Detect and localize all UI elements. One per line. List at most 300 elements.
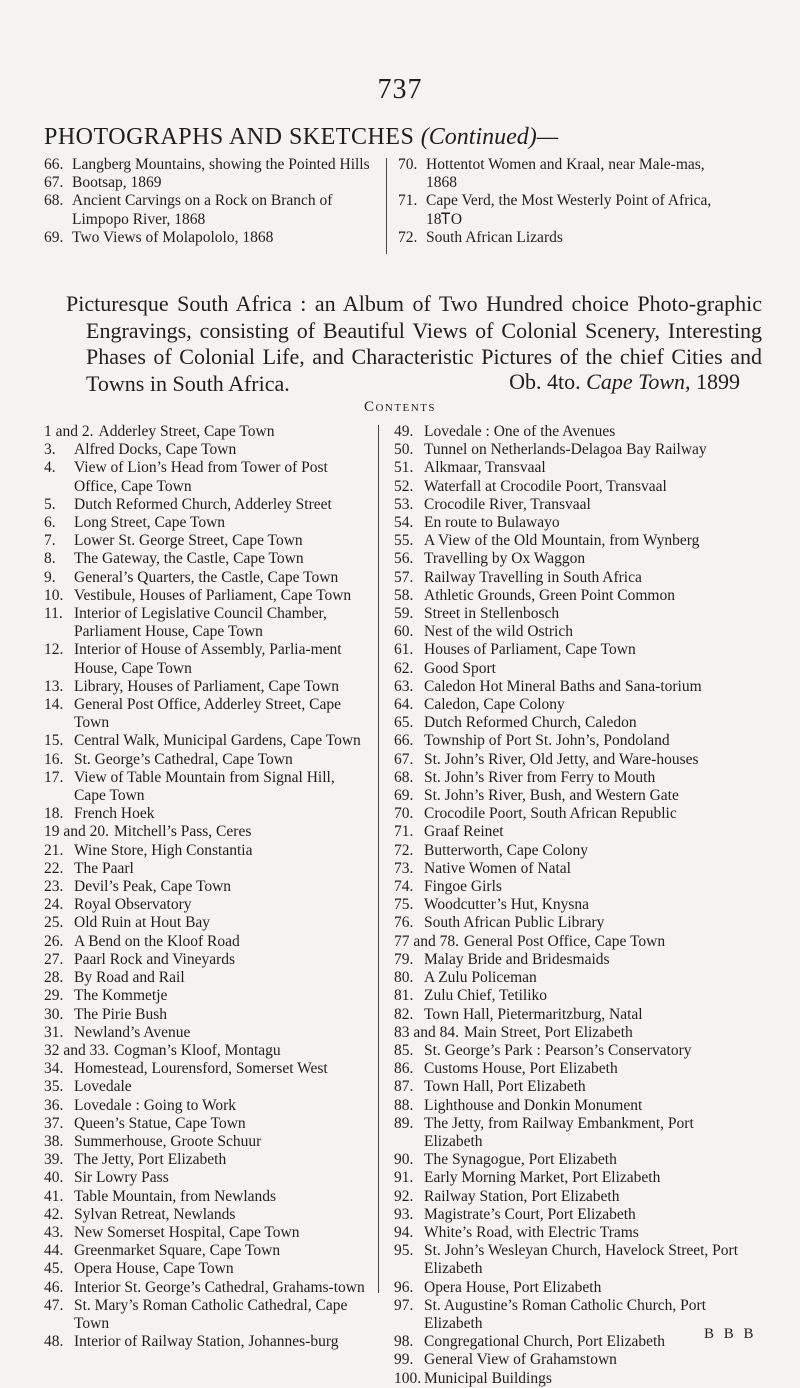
item-number: 45. — [44, 1260, 64, 1278]
list-item — [44, 192, 374, 228]
list-item — [44, 1078, 366, 1096]
list-item — [394, 1333, 748, 1351]
item-number: 15. — [44, 732, 64, 750]
list-item — [394, 805, 748, 823]
list-item — [44, 1260, 366, 1278]
list-item — [44, 423, 366, 441]
item-text: St. Mary’s Roman Catholic Cathedral, Cape Town — [74, 1296, 348, 1332]
item-number: 34. — [44, 1060, 64, 1078]
item-text: Devil’s Peak, Cape Town — [74, 878, 232, 896]
section-continued: (Continued)— — [420, 124, 559, 150]
list-item — [394, 532, 748, 550]
list-item — [394, 678, 748, 696]
item-text: Travelling by Ox Waggon — [424, 550, 586, 568]
item-number: 29. — [44, 987, 64, 1005]
list-item — [44, 823, 366, 841]
list-item — [394, 423, 748, 441]
item-number: 44. — [44, 1242, 64, 1260]
list-item — [394, 1224, 748, 1242]
item-text: Mitchell’s Pass, Ceres — [114, 823, 252, 841]
list-item — [394, 751, 748, 769]
item-text: Sylvan Retreat, Newlands — [74, 1205, 236, 1223]
list-item — [394, 787, 748, 805]
item-number: 92. — [394, 1187, 414, 1205]
item-text: St. John’s Wesleyan Church, Havelock Street, Port Elizabeth — [424, 1242, 739, 1278]
item-number: 73. — [394, 859, 414, 877]
item-number: 3. — [44, 441, 56, 459]
item-text: Good Sport — [424, 659, 496, 677]
item-text: General Post Office, Cape Town — [464, 932, 666, 950]
item-text: Zulu Chief, Tetiliko — [424, 987, 548, 1005]
item-number: 58. — [394, 586, 414, 604]
list-item — [44, 1333, 366, 1351]
item-number: 21. — [44, 841, 64, 859]
contents-right-column — [394, 423, 748, 1388]
publication-line — [360, 369, 740, 395]
item-number: 64. — [394, 696, 414, 714]
item-number: 76. — [394, 914, 414, 932]
list-item — [44, 1042, 366, 1060]
list-item — [44, 1060, 366, 1078]
item-number: 81. — [394, 987, 414, 1005]
item-number: 28. — [44, 969, 64, 987]
item-number: 6. — [44, 514, 56, 532]
list-item — [44, 1188, 366, 1206]
item-number: 95. — [394, 1242, 414, 1260]
list-item — [394, 933, 748, 951]
item-text: The Kommetje — [74, 987, 168, 1005]
item-text: View of Lion’s Head from Tower of Post Office, Cape Town — [74, 459, 328, 495]
list-item — [44, 532, 366, 550]
item-number: 47. — [44, 1296, 64, 1314]
list-item — [394, 550, 748, 568]
list-item — [394, 1169, 748, 1187]
item-text: Interior of Legislative Council Chamber, Parliament House, Cape Town — [74, 605, 327, 641]
list-item — [394, 1151, 748, 1169]
list-item — [394, 623, 748, 641]
item-text: General View of Grahamstown — [424, 1351, 617, 1369]
list-item — [44, 678, 366, 696]
list-item — [394, 1351, 748, 1369]
item-number: 87. — [394, 1078, 414, 1096]
item-text: Queen’s Statue, Cape Town — [74, 1114, 246, 1132]
item-text: The Jetty, from Railway Embankment, Port Elizabeth — [424, 1114, 694, 1150]
signature-mark: B B B — [704, 1326, 757, 1342]
list-item — [394, 441, 748, 459]
item-text: Long Street, Cape Town — [74, 514, 226, 532]
item-number: 66. — [394, 732, 414, 750]
item-text: Nest of the wild Ostrich — [424, 623, 573, 641]
item-number: 9. — [44, 568, 56, 586]
item-number: 36. — [44, 1096, 64, 1114]
list-item — [394, 823, 748, 841]
item-number: 38. — [44, 1132, 64, 1150]
list-item — [44, 1115, 366, 1133]
item-text: Lovedale : Going to Work — [74, 1096, 237, 1114]
list-item — [394, 660, 748, 678]
item-text: Lighthouse and Donkin Monument — [424, 1096, 643, 1114]
item-number: 14. — [44, 696, 64, 714]
item-text: Town Hall, Pietermaritzburg, Natal — [424, 1005, 643, 1023]
item-number: 12. — [44, 641, 64, 659]
item-text: Dutch Reformed Church, Caledon — [424, 714, 637, 732]
item-number: 13. — [44, 677, 64, 695]
item-text: Houses of Parliament, Cape Town — [424, 641, 636, 659]
item-number: 97. — [394, 1296, 414, 1314]
item-text: Tunnel on Netherlands-Delagoa Bay Railway — [424, 441, 707, 459]
item-number: 31. — [44, 1023, 64, 1041]
item-text: Caledon, Cape Colony — [424, 696, 565, 714]
list-item — [44, 860, 366, 878]
item-text: Fingoe Girls — [424, 878, 502, 896]
item-number: 65. — [394, 714, 414, 732]
item-number: 24. — [44, 896, 64, 914]
item-number: 18. — [44, 805, 64, 823]
item-number: 26. — [44, 932, 64, 950]
top-right-list — [398, 156, 738, 247]
item-number: 89. — [394, 1114, 414, 1132]
item-text: St. George’s Cathedral, Cape Town — [74, 750, 293, 768]
list-item — [44, 769, 366, 805]
list-item — [44, 605, 366, 641]
item-number: 22. — [44, 859, 64, 877]
item-text: Early Morning Market, Port Elizabeth — [424, 1169, 661, 1187]
item-text: A View of the Old Mountain, from Wynberg — [424, 532, 700, 550]
item-text: Lovedale — [74, 1078, 132, 1096]
item-number: 75. — [394, 896, 414, 914]
list-item — [394, 1242, 748, 1278]
item-text: Street in Stellenbosch — [424, 605, 560, 623]
item-number: 40. — [44, 1169, 64, 1187]
item-text: Athletic Grounds, Green Point Common — [424, 586, 675, 604]
album-format: Ob. 4to. — [509, 369, 581, 394]
item-text: Alkmaar, Transvaal — [424, 459, 546, 477]
item-number: 63. — [394, 677, 414, 695]
item-number: 69. — [44, 228, 64, 246]
list-item — [44, 1169, 366, 1187]
item-text: Opera House, Cape Town — [74, 1260, 234, 1278]
item-number: 43. — [44, 1223, 64, 1241]
list-item — [44, 569, 366, 587]
contents-left-column — [44, 423, 366, 1351]
item-text: Graaf Reinet — [424, 823, 504, 841]
item-text: The Jetty, Port Elizabeth — [74, 1151, 227, 1169]
item-text: French Hoek — [74, 805, 155, 823]
item-text: White’s Road, with Electric Trams — [424, 1223, 639, 1241]
list-item — [394, 1297, 748, 1333]
item-number: 72. — [398, 228, 418, 246]
item-text: South African Lizards — [426, 228, 563, 246]
item-number: 52. — [394, 477, 414, 495]
item-number: 19 and 20. — [44, 823, 110, 841]
item-number: 96. — [394, 1278, 414, 1296]
item-text: Library, Houses of Parliament, Cape Town — [74, 677, 339, 695]
item-text: Lower St. George Street, Cape Town — [74, 532, 303, 550]
item-number: 90. — [394, 1151, 414, 1169]
list-item — [394, 496, 748, 514]
album-year: 1899 — [696, 369, 740, 394]
list-item — [44, 732, 366, 750]
item-number: 71. — [394, 823, 414, 841]
item-text: Waterfall at Crocodile Poort, Transvaal — [424, 477, 667, 495]
list-item — [44, 1297, 366, 1333]
item-text: Sir Lowry Pass — [74, 1169, 169, 1187]
list-item — [394, 769, 748, 787]
section-heading — [44, 124, 558, 151]
top-left-list — [44, 156, 374, 247]
list-item — [44, 987, 366, 1005]
item-number: 50. — [394, 441, 414, 459]
item-text: Langberg Mountains, showing the Pointed Hills — [72, 156, 370, 173]
item-text: Woodcutter’s Hut, Knysna — [424, 896, 590, 914]
item-text: Municipal Buildings — [424, 1369, 552, 1387]
item-number: 94. — [394, 1223, 414, 1241]
list-item — [394, 1206, 748, 1224]
item-text: Opera House, Port Elizabeth — [424, 1278, 602, 1296]
item-number: 49. — [394, 423, 414, 440]
list-item — [44, 842, 366, 860]
list-item — [394, 987, 748, 1005]
item-text: Malay Bride and Bridesmaids — [424, 950, 610, 968]
item-number: 67. — [394, 750, 414, 768]
item-text: The Pirie Bush — [74, 1005, 167, 1023]
item-text: Congregational Church, Port Elizabeth — [424, 1333, 666, 1351]
item-text: Ancient Carvings on a Rock on Branch of Limpopo River, 1868 — [72, 192, 333, 228]
list-item — [44, 805, 366, 823]
list-item — [394, 842, 748, 860]
item-text: Crocodile River, Transvaal — [424, 495, 591, 513]
list-item — [398, 229, 738, 247]
item-text: Interior of Railway Station, Johannes-burg — [74, 1333, 339, 1351]
item-number: 48. — [44, 1333, 64, 1351]
item-text: St. John’s River, Bush, and Western Gate — [424, 787, 679, 805]
item-number: 72. — [394, 841, 414, 859]
section-title: PHOTOGRAPHS AND SKETCHES — [44, 124, 415, 150]
item-number: 51. — [394, 459, 414, 477]
item-number: 35. — [44, 1078, 64, 1096]
item-number: 77 and 78. — [394, 932, 460, 950]
item-text: Table Mountain, from Newlands — [74, 1187, 277, 1205]
item-number: 59. — [394, 605, 414, 623]
list-item — [44, 587, 366, 605]
list-item — [44, 696, 366, 732]
item-text: The Gateway, the Castle, Cape Town — [74, 550, 304, 568]
item-text: Homestead, Lourensford, Somerset West — [74, 1060, 328, 1078]
item-text: General’s Quarters, the Castle, Cape Town — [74, 568, 339, 586]
list-item — [394, 478, 748, 496]
item-text: Town Hall, Port Elizabeth — [424, 1078, 586, 1096]
item-number: 57. — [394, 568, 414, 586]
item-text: Interior St. George’s Cathedral, Grahams-town — [74, 1278, 365, 1296]
album-description: Picturesque South Africa : an Album of Two Hundred choice Photo-graphic Engravings, consisting of Beautiful Views of Colonial Scenery, Interesting Phases of Colonial Life, and Characteristic Pictures of the chief Cities and Towns in South Africa. — [66, 291, 762, 396]
list-item — [44, 1206, 366, 1224]
list-item — [394, 969, 748, 987]
list-item — [394, 1042, 748, 1060]
item-text: By Road and Rail — [74, 969, 185, 987]
item-number: 5. — [44, 495, 56, 513]
list-item — [44, 641, 366, 677]
item-number: 60. — [394, 623, 414, 641]
list-item — [44, 1024, 366, 1042]
item-text: South African Public Library — [424, 914, 605, 932]
item-text: Magistrate’s Court, Port Elizabeth — [424, 1205, 636, 1223]
item-number: 41. — [44, 1187, 64, 1205]
item-number: 42. — [44, 1205, 64, 1223]
item-text: Cogman’s Kloof, Montagu — [114, 1041, 281, 1059]
item-text: Butterworth, Cape Colony — [424, 841, 589, 859]
list-item — [394, 732, 748, 750]
list-item — [394, 1024, 748, 1042]
list-item — [394, 714, 748, 732]
item-number: 70. — [398, 156, 418, 173]
item-text: En route to Bulawayo — [424, 514, 560, 532]
item-number: 82. — [394, 1005, 414, 1023]
item-text: Bootsap, 1869 — [72, 174, 162, 192]
item-text: Summerhouse, Groote Schuur — [74, 1132, 262, 1150]
list-item — [394, 860, 748, 878]
list-item — [394, 1370, 748, 1388]
item-text: Old Ruin at Hout Bay — [74, 914, 211, 932]
item-text: View of Table Mountain from Signal Hill, Cape Town — [74, 768, 335, 805]
item-number: 4. — [44, 459, 56, 477]
item-number: 100. — [394, 1369, 422, 1387]
list-item — [394, 1060, 748, 1078]
list-item — [44, 933, 366, 951]
list-item — [44, 174, 374, 192]
item-text: The Synagogue, Port Elizabeth — [424, 1151, 617, 1169]
item-text: Newland’s Avenue — [74, 1023, 191, 1041]
item-number: 99. — [394, 1351, 414, 1369]
album-place: Cape Town, — [586, 369, 691, 394]
item-text: General Post Office, Adderley Street, Cape Town — [74, 696, 342, 732]
list-item — [398, 192, 738, 228]
item-number: 11. — [44, 605, 63, 623]
list-item — [44, 896, 366, 914]
item-number: 67. — [44, 174, 64, 192]
item-text: St. George’s Park : Pearson’s Conservatory — [424, 1041, 692, 1059]
item-text: Central Walk, Municipal Gardens, Cape Town — [74, 732, 361, 750]
item-text: Wine Store, High Constantia — [74, 841, 253, 859]
item-text: St. Augustine’s Roman Catholic Church, Port Elizabeth — [424, 1296, 707, 1332]
list-item — [44, 459, 366, 495]
item-number: 10. — [44, 586, 64, 604]
item-text: Paarl Rock and Vineyards — [74, 950, 236, 968]
list-item — [394, 569, 748, 587]
item-number: 37. — [44, 1114, 64, 1132]
item-number: 30. — [44, 1005, 64, 1023]
list-item — [44, 1133, 366, 1151]
list-item — [394, 1188, 748, 1206]
item-number: 25. — [44, 914, 64, 932]
item-text: Caledon Hot Mineral Baths and Sana-torium — [424, 677, 702, 695]
item-text: Hottentot Women and Kraal, near Male-mas, 1868 — [426, 156, 705, 192]
item-number: 17. — [44, 768, 64, 786]
item-number: 32 and 33. — [44, 1041, 110, 1059]
item-text: St. John’s River from Ferry to Mouth — [424, 768, 656, 786]
list-item — [44, 156, 374, 174]
item-number: 70. — [394, 805, 414, 823]
item-number: 62. — [394, 659, 414, 677]
item-text: Adderley Street, Cape Town — [98, 423, 275, 440]
list-item — [44, 751, 366, 769]
list-item — [44, 496, 366, 514]
item-number: 68. — [394, 768, 414, 786]
list-item — [394, 696, 748, 714]
contents-heading: Contents — [363, 399, 437, 415]
item-text: A Zulu Policeman — [424, 969, 537, 987]
item-text: Vestibule, Houses of Parliament, Cape Town — [74, 586, 352, 604]
list-item — [394, 605, 748, 623]
list-item — [44, 1242, 366, 1260]
item-number: 86. — [394, 1060, 414, 1078]
item-number: 66. — [44, 156, 64, 173]
item-text: Native Women of Natal — [424, 859, 571, 877]
item-number: 91. — [394, 1169, 414, 1187]
item-text: The Paarl — [74, 859, 134, 877]
list-item — [394, 641, 748, 659]
list-item — [394, 1279, 748, 1297]
item-text: Township of Port St. John’s, Pondoland — [424, 732, 670, 750]
item-text: Dutch Reformed Church, Adderley Street — [74, 495, 332, 513]
item-text: Railway Travelling in South Africa — [424, 568, 642, 586]
list-item — [394, 896, 748, 914]
item-number: 98. — [394, 1333, 414, 1351]
item-text: Alfred Docks, Cape Town — [74, 441, 237, 459]
item-number: 53. — [394, 495, 414, 513]
list-item — [394, 1006, 748, 1024]
list-item — [44, 514, 366, 532]
list-item — [44, 951, 366, 969]
item-number: 61. — [394, 641, 414, 659]
item-text: Customs House, Port Elizabeth — [424, 1060, 618, 1078]
item-number: 69. — [394, 787, 414, 805]
list-item — [394, 1097, 748, 1115]
list-item — [394, 1115, 748, 1151]
item-text: Railway Station, Port Elizabeth — [424, 1187, 620, 1205]
item-text: Crocodile Poort, South African Republic — [424, 805, 677, 823]
item-number: 93. — [394, 1205, 414, 1223]
item-text: Greenmarket Square, Cape Town — [74, 1242, 281, 1260]
page-number: 737 — [377, 74, 423, 105]
item-number: 27. — [44, 950, 64, 968]
item-number: 46. — [44, 1278, 64, 1296]
list-item — [44, 914, 366, 932]
item-text: Royal Observatory — [74, 896, 192, 914]
item-number: 54. — [394, 514, 414, 532]
item-text: Interior of House of Assembly, Parlia-ment House, Cape Town — [74, 641, 342, 677]
item-number: 80. — [394, 969, 414, 987]
item-number: 68. — [44, 192, 64, 210]
item-number: 8. — [44, 550, 56, 568]
item-number: 79. — [394, 950, 414, 968]
item-number: 7. — [44, 532, 56, 550]
list-item — [44, 969, 366, 987]
item-number: 39. — [44, 1151, 64, 1169]
item-number: 16. — [44, 750, 64, 768]
list-item — [44, 1224, 366, 1242]
item-number: 23. — [44, 878, 64, 896]
list-item — [394, 514, 748, 532]
list-item — [44, 1279, 366, 1297]
item-number: 1 and 2. — [44, 423, 94, 440]
item-number: 88. — [394, 1096, 414, 1114]
column-divider-top — [386, 158, 387, 254]
item-number: 74. — [394, 878, 414, 896]
list-item — [394, 878, 748, 896]
item-text: Cape Verd, the Most Westerly Point of Africa, 18ᎢO — [426, 192, 712, 228]
list-item — [44, 878, 366, 896]
list-item — [394, 951, 748, 969]
